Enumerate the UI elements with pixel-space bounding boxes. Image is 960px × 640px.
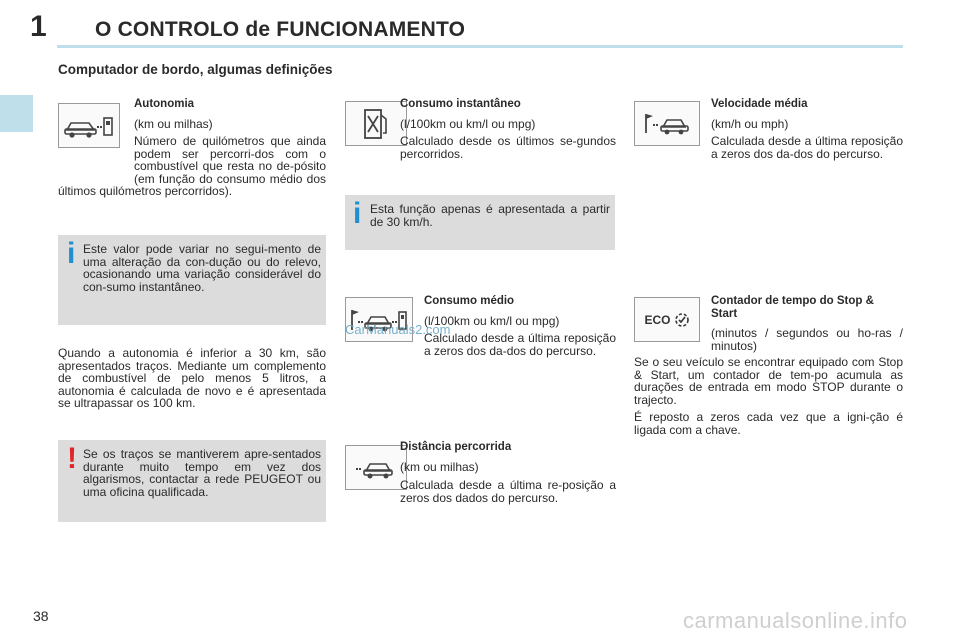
chapter-side-tab	[0, 95, 33, 132]
distancia-title: Distância percorrida	[400, 441, 512, 453]
info-icon: i	[353, 197, 362, 230]
page-number: 38	[33, 608, 49, 624]
eco-stop-start-icon	[674, 312, 690, 328]
consumo-instantaneo-title: Consumo instantâneo	[400, 98, 521, 110]
stop-start-title: Contador de tempo do Stop & Start	[711, 295, 874, 320]
flag-car-icon	[642, 111, 692, 137]
consumo-instantaneo-icon-box	[345, 101, 407, 146]
consumo-instantaneo-text: Calculado desde os últimos se-gundos percorridos.	[400, 134, 616, 161]
watermark-carmanuals: CarManuals2.com	[345, 322, 451, 337]
car-icon	[354, 455, 398, 481]
info-note-30kmh-text: Esta função apenas é apresentada a partir de 30 km/h.	[370, 202, 610, 229]
watermark-carmanualsonline: carmanualsonline.info	[683, 608, 908, 633]
stop-start-text-1: Se o seu veículo se encontrar equipado com Stop & Start, um contador de tem-po acumula as durações de entrada em modo STOP durante o trajecto.	[634, 355, 903, 407]
consumo-medio-title: Consumo médio	[424, 295, 515, 307]
consumo-medio-unit: (l/100km ou km/l ou mpg)	[424, 314, 560, 328]
fuel-pump-icon	[361, 107, 391, 141]
section-title: Computador de bordo, algumas definições	[58, 62, 333, 77]
autonomia-title: Autonomia	[134, 98, 195, 110]
chapter-number: 1	[30, 10, 47, 43]
distancia-icon-box	[345, 445, 407, 490]
velocidade-media-icon-box	[634, 101, 700, 146]
eco-label: ECO	[644, 312, 671, 327]
info-icon: i	[67, 237, 76, 270]
autonomia-paragraph: Quando a autonomia é inferior a 30 km, são apresentados traços. Mediante um complemento de combustível de pelo menos 5 litros, a autonomia é calculada de novo e é apresentada se ultrapassar os 100 km.	[58, 346, 326, 411]
warning-note-tracos-text: Se os traços se mantiverem apre-sentados durante muito tempo em vez dos algarismos, contactar a rede PEUGEOT ou uma oficina qualificada.	[83, 447, 321, 499]
autonomia-text-block	[58, 135, 326, 198]
stop-start-icon-box	[634, 297, 700, 342]
velocidade-media-title: Velocidade média	[711, 98, 808, 110]
autonomia-text-float	[58, 135, 134, 173]
info-note-variacao-text: Este valor pode variar no segui-mento de uma alteração da con-dução ou do relevo, ocasionando uma variação considerável do con-sumo instantâneo.	[83, 242, 321, 294]
header-rule	[57, 45, 903, 48]
warning-icon: !	[67, 442, 77, 475]
info-note-30kmh	[345, 195, 615, 250]
velocidade-media-text: Calculada desde a última reposição a zeros dos da-dos do percurso.	[711, 134, 903, 161]
stop-start-unit: (minutos / segundos ou ho-ras / minutos)	[711, 326, 903, 353]
distancia-text: Calculada desde a última re-posição a zeros dos dados do percurso.	[400, 478, 616, 505]
warning-note-tracos	[58, 440, 326, 522]
velocidade-media-unit: (km/h ou mph)	[711, 117, 789, 131]
consumo-medio-text: Calculado desde a última reposição a zeros dos da-dos do percurso.	[424, 331, 616, 358]
distancia-unit: (km ou milhas)	[400, 460, 479, 474]
stop-start-text-2: É reposto a zeros cada vez que a igni-ção é ligada com a chave.	[634, 410, 903, 437]
autonomia-text: Número de quilómetros que ainda podem ser percorri-dos com o combustível que resta no de-pósito (em função do consumo médio dos últimos quilómetros percorridos).	[58, 134, 326, 199]
info-note-variacao	[58, 235, 326, 325]
autonomia-unit: (km ou milhas)	[134, 117, 213, 131]
chapter-title: O CONTROLO de FUNCIONAMENTO	[95, 18, 466, 41]
consumo-instantaneo-unit: (l/100km ou km/l ou mpg)	[400, 117, 536, 131]
